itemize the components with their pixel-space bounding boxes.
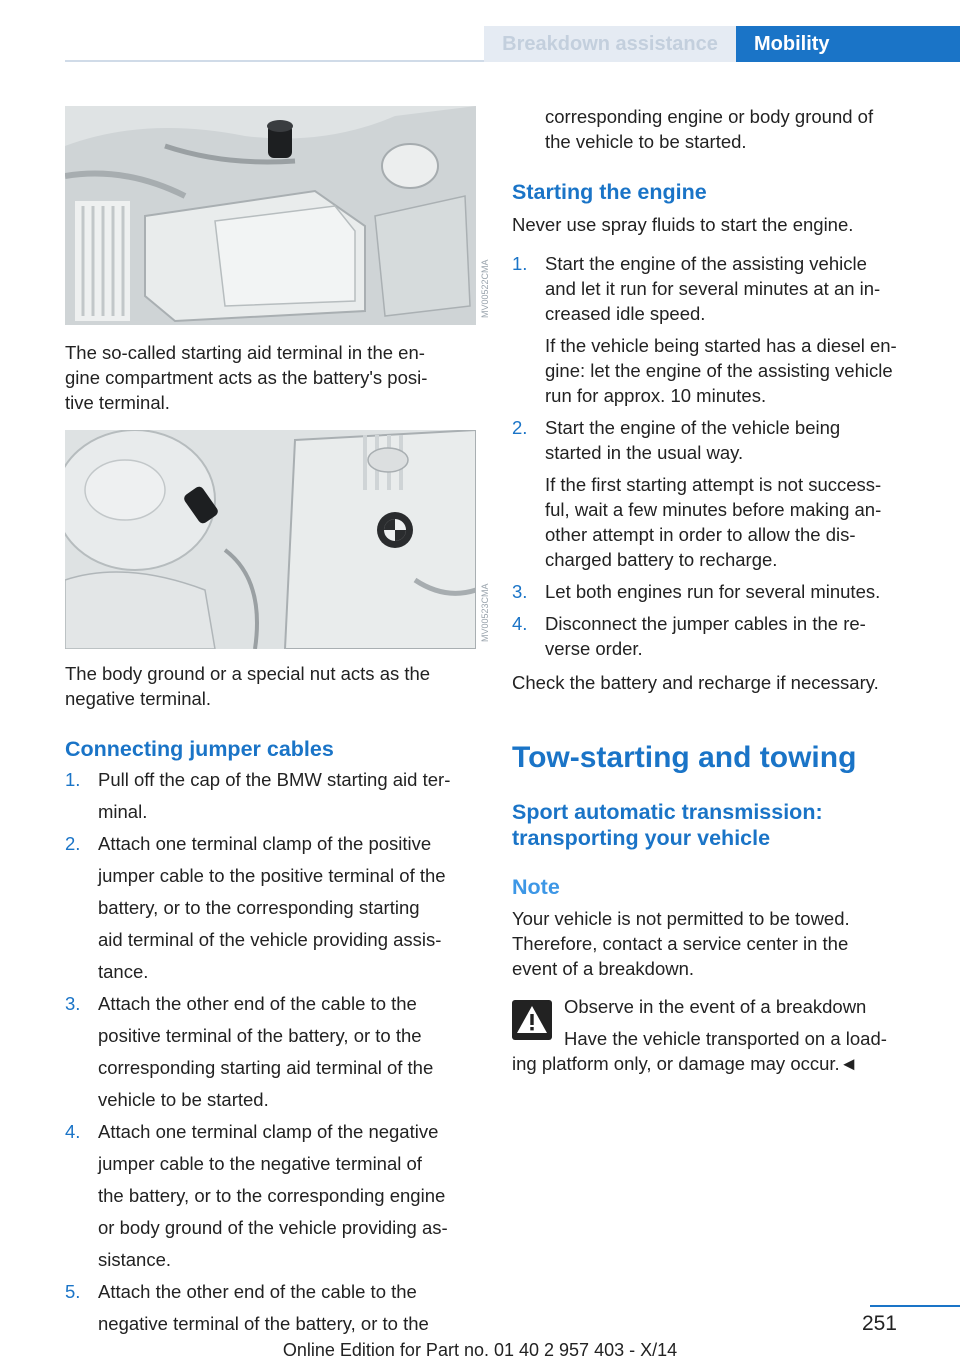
engine-bay-photo-positive: [65, 106, 476, 325]
list-item: 5. Attach the other end of the cable to the negative terminal of the battery, or to the: [65, 1281, 429, 1334]
step-note: If the first starting attempt is not success- ful, wait a few minutes before making an- other attempt in order to allow the dis- charged battery to recharge.: [545, 474, 882, 570]
figure-code-1: MV00522CMA: [480, 259, 490, 318]
warning-title: Observe in the event of a breakdown: [564, 996, 867, 1017]
engine-bay-photo-negative: [65, 430, 476, 649]
warning-line-1: Have the vehicle transported on a load-: [564, 1028, 887, 1049]
list-item: 1. Start the engine of the assisting vehicle and let it run for several minutes at an in- creased idle speed. If the vehicle being started has a diesel en- gine: let the engine of the assisting vehicle run for approx. 10 minutes.: [512, 251, 932, 408]
list-item: 4. Attach one terminal clamp of the negative jumper cable to the negative terminal of the battery, or to the corresponding engine or body ground of the vehicle providing as- sistance.: [65, 1121, 448, 1270]
header-section-tab: Breakdown assistance: [484, 26, 736, 62]
list-item: 4. Disconnect the jumper cables in the re- verse order.: [512, 613, 866, 659]
page-number: 251: [861, 1312, 897, 1335]
continuation-text: corresponding engine or body ground of the vehicle to be started.: [545, 106, 874, 152]
edition-note: Online Edition for Part no. 01 40 2 957 403 - X/14: [282, 1340, 678, 1360]
caption-positive-terminal: The so-called starting aid terminal in the en- gine compartment acts as the battery's posi- tive terminal.: [65, 342, 428, 413]
list-item: 2. Attach one terminal clamp of the positive jumper cable to the positive terminal of the battery, or to the corresponding starting aid terminal of the vehicle providing assis- tance.: [65, 833, 446, 982]
footer-rule: [870, 1305, 960, 1307]
starting-intro: Never use spray fluids to start the engine.: [512, 214, 854, 235]
starting-steps: [512, 251, 932, 661]
figure-code-2: MV00523CMA: [480, 583, 490, 642]
list-item: 3. Let both engines run for several minutes.: [512, 581, 881, 602]
list-item: 1. Pull off the cap of the BMW starting aid ter- minal.: [65, 769, 451, 822]
heading-note: Note: [512, 875, 560, 899]
warning-triangle-icon: [512, 1000, 552, 1040]
list-item: 2. Start the engine of the vehicle being started in the usual way. If the first starting attempt is not success- ful, wait a few minutes before making an- other attempt in order to allow the dis- charged battery to recharge.: [512, 415, 932, 572]
heading-connecting-jumper-cables: Connecting jumper cables: [65, 737, 334, 761]
heading-tow-starting: Tow-starting and towing: [512, 741, 857, 774]
list-item: 3. Attach the other end of the cable to the positive terminal of the battery, or to the corresponding starting aid terminal of the vehicle to be started.: [65, 993, 434, 1110]
jumper-cable-steps: [65, 767, 480, 1336]
step-note: If the vehicle being started has a diesel en- gine: let the engine of the assisting vehicle run for approx. 10 minutes.: [545, 335, 897, 406]
engine-photo-illustration: [65, 106, 476, 325]
engine-photo-illustration-2: [65, 430, 476, 649]
check-battery-text: Check the battery and recharge if necessary.: [512, 672, 879, 693]
header-chapter-tab: Mobility: [736, 26, 960, 62]
heading-sport-automatic: Sport automatic transmission: transporting your vehicle: [512, 800, 823, 850]
caption-negative-terminal: The body ground or a special nut acts as the negative terminal.: [65, 663, 431, 709]
heading-starting-the-engine: Starting the engine: [512, 180, 707, 204]
note-text: Your vehicle is not permitted to be towed. Therefore, contact a service center in the event of a breakdown.: [512, 908, 850, 979]
warning-line-2: ing platform only, or damage may occur.◄: [512, 1053, 858, 1074]
